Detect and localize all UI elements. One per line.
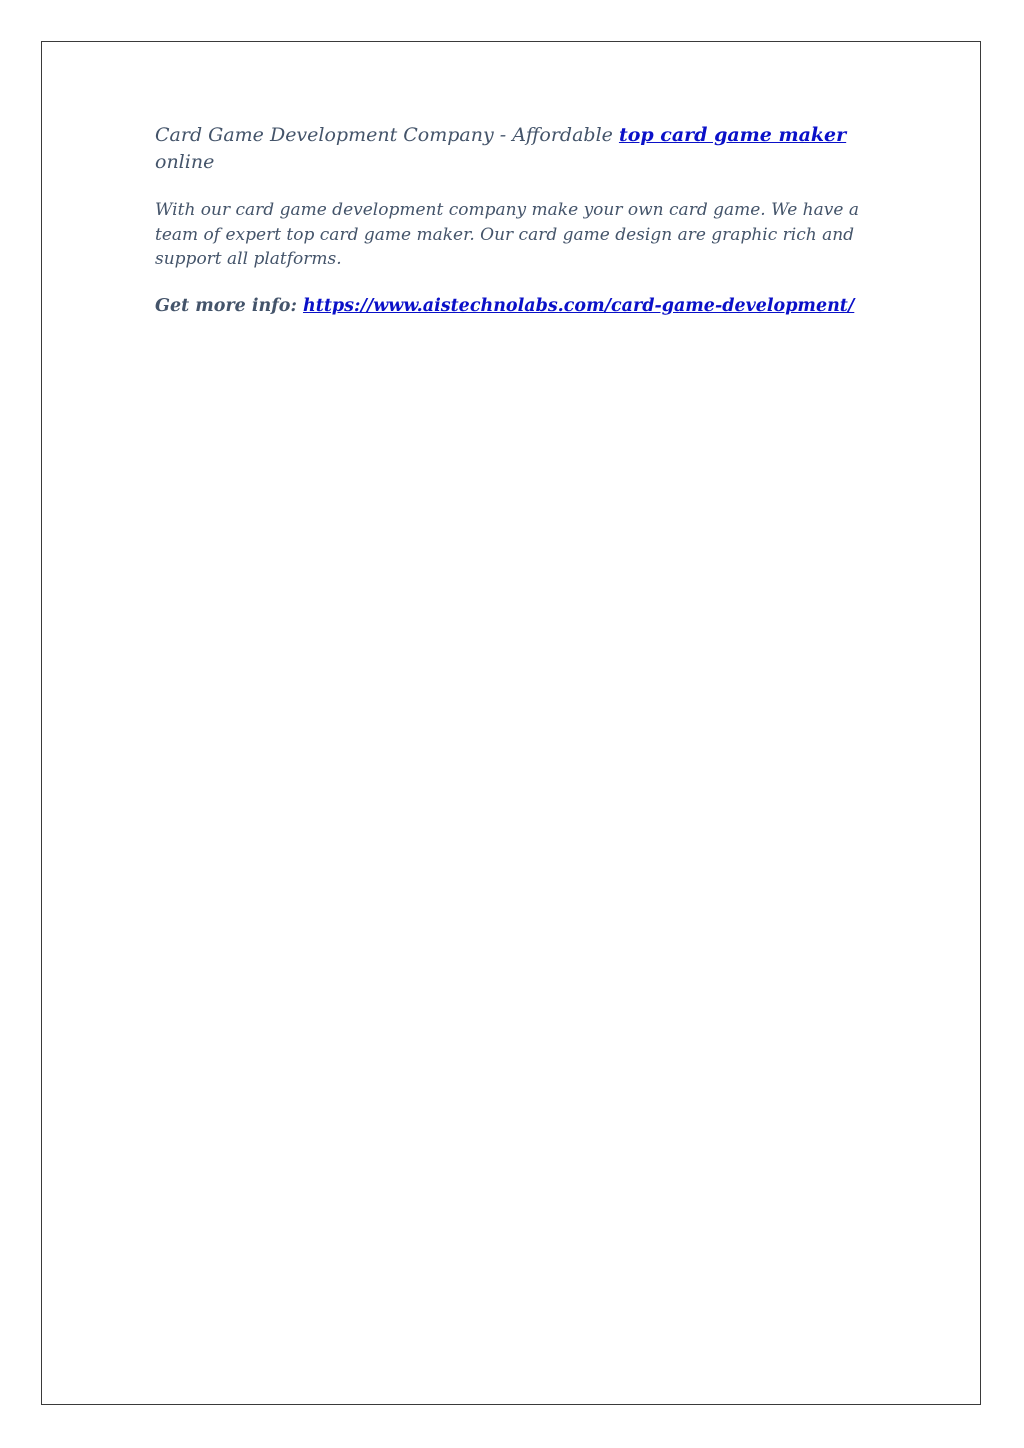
heading-prefix: Card Game Development Company - Affordable xyxy=(155,124,619,146)
website-link[interactable]: https://www.aistechnolabs.com/card-game-development/ xyxy=(303,295,855,316)
more-info-line xyxy=(155,294,865,319)
top-card-game-maker-link[interactable]: top card game maker xyxy=(618,124,847,146)
document-heading xyxy=(155,122,865,176)
document-body xyxy=(155,122,865,319)
heading-suffix: online xyxy=(155,151,215,173)
more-info-label: Get more info: xyxy=(155,295,304,316)
intro-paragraph: With our card game development company make your own card game. We have a team of expert top card game maker. Our card game design are graphic rich and support all platforms. xyxy=(155,200,859,269)
